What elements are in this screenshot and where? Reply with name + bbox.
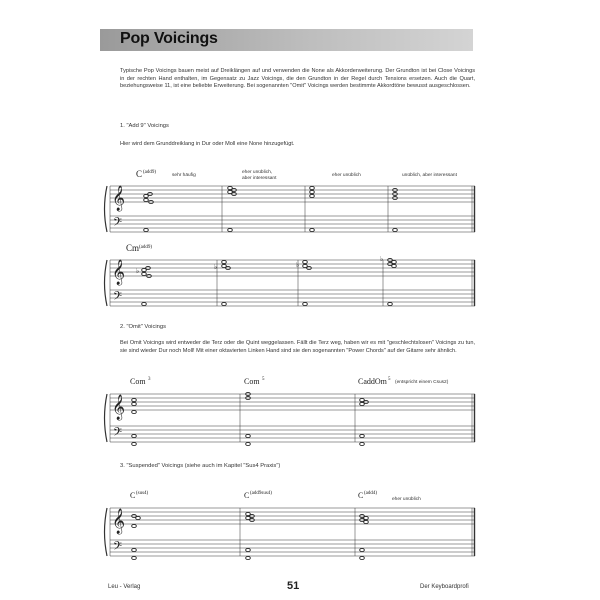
svg-text:♭: ♭ bbox=[214, 263, 218, 271]
chord-superscript: 5 bbox=[388, 377, 391, 382]
annotation-label: eher unüblich, bbox=[242, 170, 273, 175]
annotation-label: unüblich, aber interessant bbox=[402, 173, 457, 178]
section3-heading: 3. "Suspended" Voicings (siehe auch im Kapitel "Sus4 Praxis") bbox=[120, 463, 281, 469]
chord-symbol: Com bbox=[244, 377, 260, 386]
chord-symbol: C bbox=[244, 491, 250, 500]
footer-publisher: Leu - Verlag bbox=[108, 584, 141, 590]
svg-text:𝄞: 𝄞 bbox=[112, 260, 126, 285]
svg-text:𝄢: 𝄢 bbox=[113, 216, 123, 232]
staff-system-cmadd9 bbox=[100, 242, 480, 317]
page-title: Pop Voicings bbox=[120, 30, 218, 47]
chord-symbol: CaddOm bbox=[358, 377, 387, 386]
chord-symbol: C bbox=[358, 491, 364, 500]
chord-symbol: Com bbox=[130, 377, 146, 386]
annotation-label: (entspricht einem Csus2) bbox=[395, 380, 449, 385]
chord-superscript: (add9sus4) bbox=[250, 491, 272, 496]
chord-superscript: (add9) bbox=[143, 170, 157, 175]
svg-text:𝄞: 𝄞 bbox=[112, 186, 126, 211]
chord-symbol: C bbox=[136, 169, 143, 179]
svg-text:𝄢: 𝄢 bbox=[113, 540, 123, 556]
chord-superscript: 5 bbox=[262, 377, 265, 382]
chord-superscript: (add9) bbox=[139, 245, 153, 250]
section2-heading: 2. "Omit" Voicings bbox=[120, 324, 166, 330]
chord-superscript: 3 bbox=[148, 377, 151, 382]
svg-text:𝄢: 𝄢 bbox=[113, 426, 123, 442]
page-number: 51 bbox=[287, 580, 300, 592]
intro-paragraph: Typische Pop Voicings bauen meist auf Dreiklängen auf und verwenden die None als Akkorderweiterung. Der Grundton ist bei Close Voicings in der rechten Hand enthalten, im Gegensatz zu Jazz Voicings, die den Grundton in der Regel durch Tensions ersetzen. Auch die Quart, beziehungsweise 11, ist eine beliebte Erweiterung. Bei sogenannten "Omit" Voicings werden bestimmte Akkordtöne bewusst ausgeschlossen. bbox=[120, 68, 475, 89]
svg-text:𝄢: 𝄢 bbox=[113, 290, 123, 306]
svg-text:♭: ♭ bbox=[296, 261, 300, 269]
svg-text:𝄞: 𝄞 bbox=[112, 395, 126, 420]
chord-symbol: Cm bbox=[126, 243, 140, 253]
svg-text:𝄞: 𝄞 bbox=[112, 509, 126, 534]
section2-text: Bei Omit Voicings wird entweder die Terz oder die Quint weggelassen. Fällt die Terz weg, haben wir es mit "geschlechtslosen" Voicings zu tun, sie sind wieder Dur noch Moll! Mit einer oktavierten Linken Hand sind sie den sogenannten "Power Chords" auf der Gitarre sehr ähnlich. bbox=[120, 340, 475, 354]
book-page bbox=[100, 20, 480, 595]
section1-text: Hier wird dem Grunddreiklang in Dur oder Moll eine None hinzugefügt. bbox=[120, 141, 295, 147]
chord-superscript: (sus4) bbox=[136, 491, 149, 496]
chord-superscript: (add4) bbox=[364, 491, 378, 496]
svg-text:♭: ♭ bbox=[136, 267, 140, 275]
annotation-label: eher unüblich bbox=[392, 497, 421, 502]
footer-book-title: Der Keyboardprofi bbox=[420, 584, 469, 590]
section1-heading: 1. "Add 9" Voicings bbox=[120, 123, 169, 129]
chord-symbol: C bbox=[130, 491, 136, 500]
staff-system-suspended bbox=[100, 486, 480, 566]
title-bar bbox=[100, 29, 473, 51]
staff-system-omit bbox=[100, 372, 480, 452]
annotation-label: sehr häufig bbox=[172, 173, 196, 178]
annotation-label: aber interessant bbox=[242, 176, 277, 181]
svg-text:♭: ♭ bbox=[380, 255, 384, 263]
staff-system-cadd9 bbox=[100, 168, 480, 243]
annotation-label: eher unüblich bbox=[332, 173, 361, 178]
